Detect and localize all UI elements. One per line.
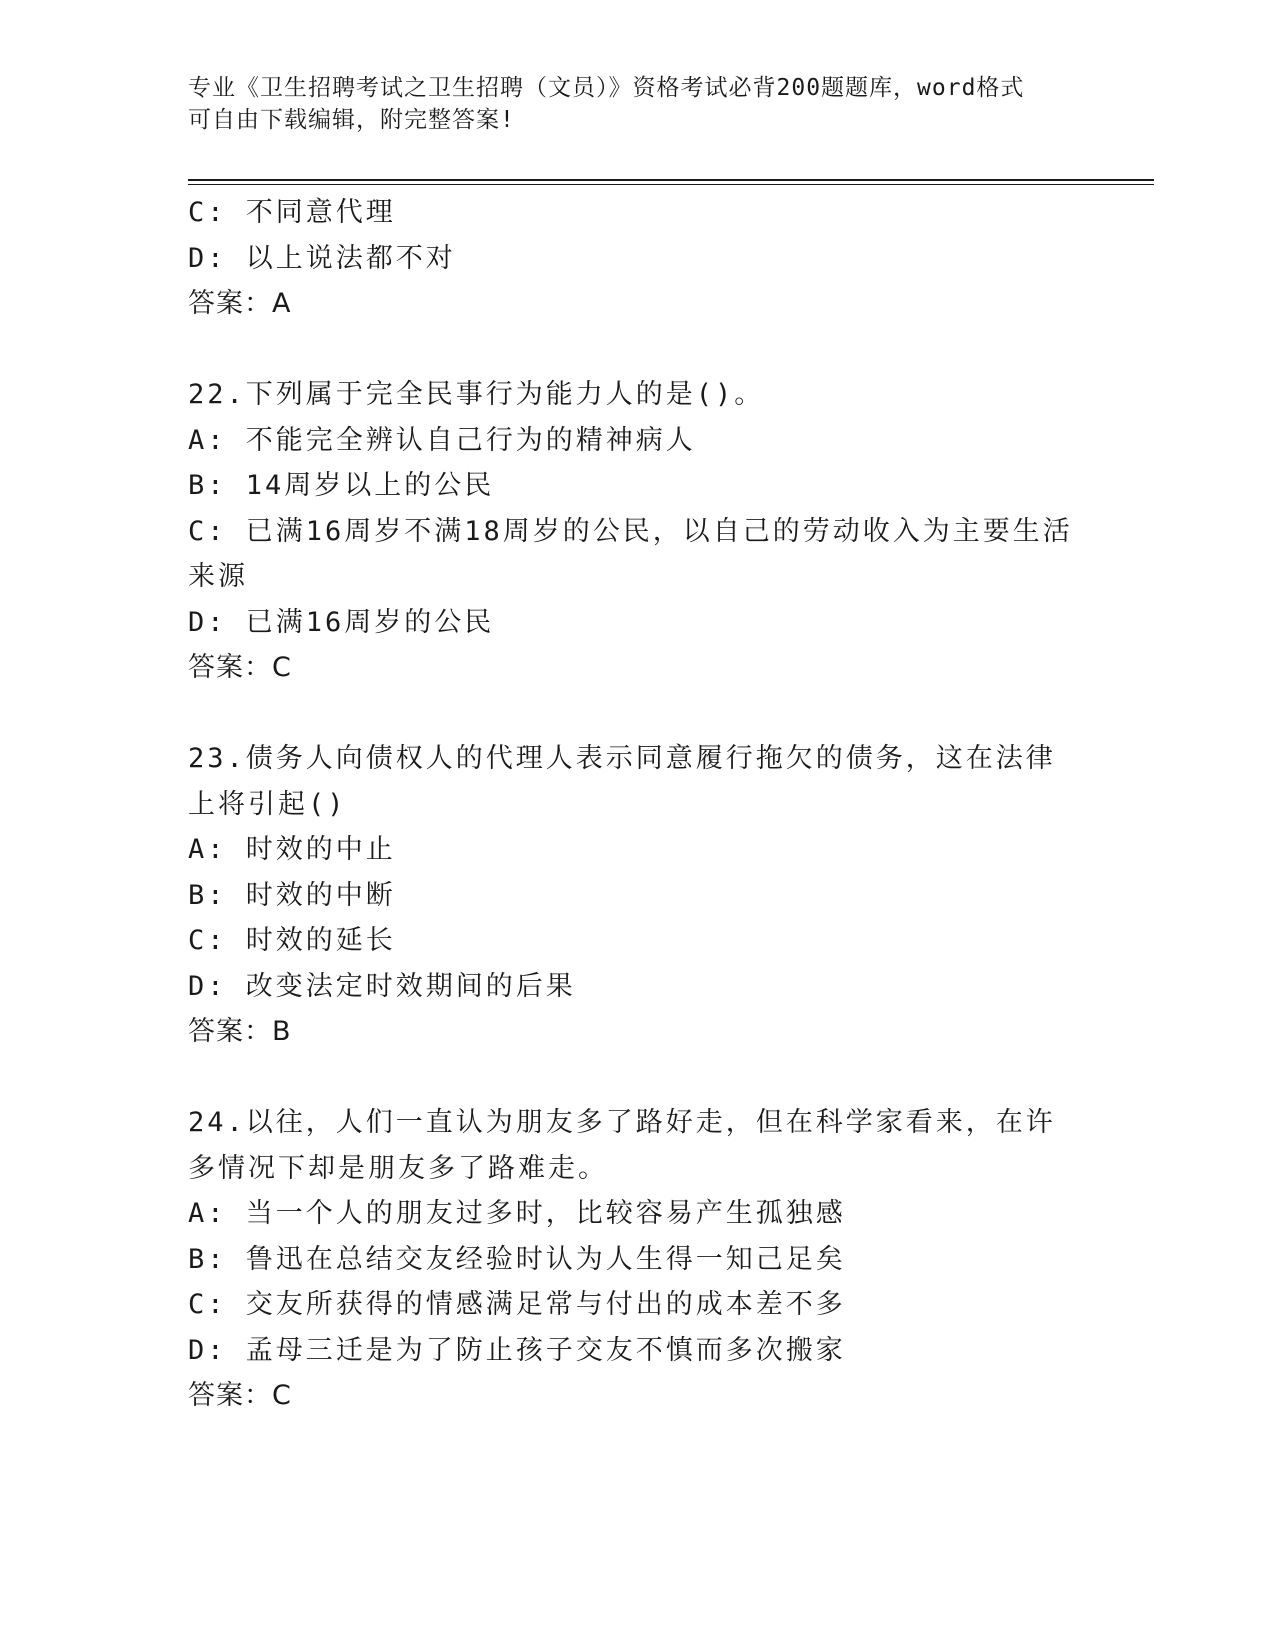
option-b: B: 鲁迅在总结交友经验时认为人生得一知己足矣 bbox=[188, 1243, 846, 1275]
question-stem: 22.下列属于完全民事行为能力人的是()。 bbox=[188, 379, 765, 410]
spacer bbox=[188, 1055, 1078, 1101]
spacer bbox=[188, 327, 1078, 373]
spacer bbox=[188, 691, 1078, 737]
question-23 bbox=[188, 736, 1078, 1055]
option-d: D: 已满16周岁的公民 bbox=[188, 606, 495, 638]
question-21-tail bbox=[188, 190, 1078, 327]
option-a: A: 不能完全辨认自己行为的精神病人 bbox=[188, 424, 696, 456]
answer: 答案：C bbox=[188, 1380, 292, 1411]
option-d: D: 孟母三迁是为了防止孩子交友不慎而多次搬家 bbox=[188, 1334, 846, 1366]
question-22 bbox=[188, 372, 1078, 691]
question-stem: 23.债务人向债权人的代理人表示同意履行拖欠的债务，这在法律上将引起() bbox=[188, 743, 1056, 820]
question-list bbox=[188, 190, 1078, 1419]
option-d: D: 以上说法都不对 bbox=[188, 242, 456, 274]
option-c: C: 已满16周岁不满18周岁的公民，以自己的劳动收入为主要生活来源 bbox=[188, 515, 1073, 592]
option-b: B: 时效的中断 bbox=[188, 879, 396, 911]
header-line-2: 可自由下载编辑，附完整答案! bbox=[188, 107, 515, 133]
question-stem: 24.以往，人们一直认为朋友多了路好走，但在科学家看来，在许多情况下却是朋友多了路难走。 bbox=[188, 1107, 1056, 1184]
header-rule-thick bbox=[188, 179, 1154, 181]
header-rule-thin bbox=[188, 184, 1154, 185]
question-24 bbox=[188, 1100, 1078, 1419]
document-header bbox=[188, 72, 1088, 136]
option-c: C: 不同意代理 bbox=[188, 197, 396, 228]
option-a: A: 当一个人的朋友过多时，比较容易产生孤独感 bbox=[188, 1198, 846, 1229]
option-c: C: 时效的延长 bbox=[188, 925, 396, 956]
answer: 答案：C bbox=[188, 652, 292, 683]
answer: 答案：A bbox=[188, 288, 292, 319]
option-b: B: 14周岁以上的公民 bbox=[188, 470, 495, 501]
option-d: D: 改变法定时效期间的后果 bbox=[188, 970, 576, 1002]
answer: 答案：B bbox=[188, 1016, 292, 1047]
option-c: C: 交友所获得的情感满足常与付出的成本差不多 bbox=[188, 1289, 846, 1320]
header-line-1: 专业《卫生招聘考试之卫生招聘（文员）》资格考试必背200题题库，word格式 bbox=[188, 75, 1025, 101]
option-a: A: 时效的中止 bbox=[188, 834, 396, 865]
